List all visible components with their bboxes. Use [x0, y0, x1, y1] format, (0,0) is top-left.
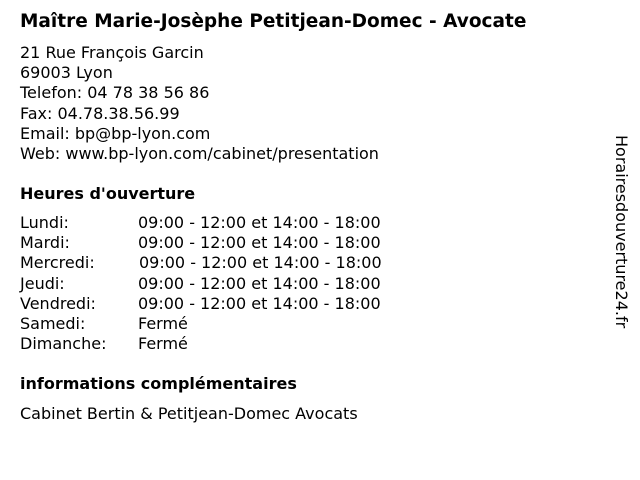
business-title: Maître Marie-Josèphe Petitjean-Domec - Avocate: [20, 11, 527, 32]
website-url: Web: www.bp-lyon.com/cabinet/presentation: [20, 143, 379, 163]
fax-number: Fax: 04.78.38.56.99: [20, 103, 180, 123]
city-postal-code: 69003 Lyon: [20, 63, 113, 83]
day-label: Jeudi:: [20, 273, 65, 293]
day-label: Samedi:: [20, 313, 86, 333]
watermark-text: Horairesdouverture24.fr: [612, 135, 631, 329]
phone-number: Telefon: 04 78 38 56 86: [20, 83, 210, 103]
hours-value: 09:00 - 12:00 et 14:00 - 18:00: [138, 213, 381, 232]
opening-hours-heading: Heures d'ouverture: [20, 184, 196, 203]
site-watermark: [612, 135, 632, 345]
hours-value: 09:00 - 12:00 et 14:00 - 18:00: [138, 233, 381, 253]
day-label: Mardi:: [20, 233, 70, 253]
hours-value: Fermé: [138, 334, 188, 354]
day-label: Mercredi:: [20, 253, 95, 273]
day-label: Vendredi:: [20, 293, 96, 313]
hours-value: 09:00 - 12:00 et 14:00 - 18:00: [138, 273, 381, 293]
additional-info-text: Cabinet Bertin & Petitjean-Domec Avocats: [20, 404, 358, 423]
hours-value: Fermé: [138, 313, 188, 333]
hours-value: 09:00 - 12:00 et 14:00 - 18:00: [139, 253, 382, 273]
contact-block: [20, 43, 379, 164]
additional-info-heading: informations complémentaires: [20, 374, 297, 393]
email-address: Email: bp@bp-lyon.com: [20, 123, 211, 143]
street-address: 21 Rue François Garcin: [20, 43, 204, 62]
day-label: Lundi:: [20, 213, 69, 232]
hours-value: 09:00 - 12:00 et 14:00 - 18:00: [138, 293, 381, 313]
day-label: Dimanche:: [20, 334, 107, 354]
